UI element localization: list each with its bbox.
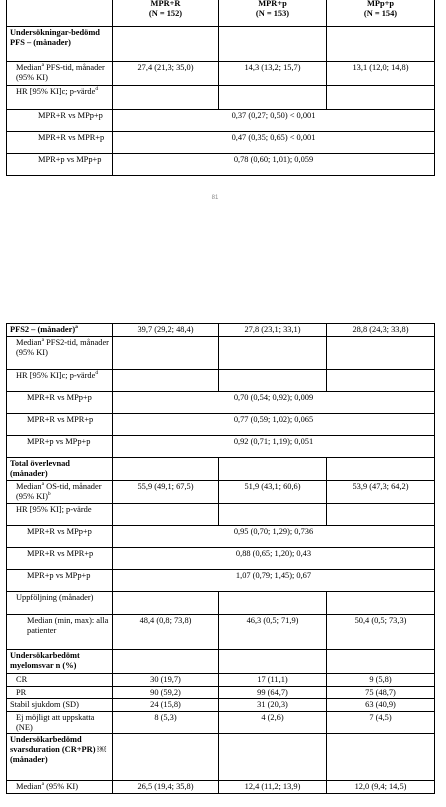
pfs-hr-label: HR [95% KI]c; p-värde$^d$ bbox=[7, 86, 113, 110]
response-mpp-p: 7 (4,5) bbox=[327, 711, 435, 733]
os-median-label: Median$^a$ OS-tid, månader (95% KI)$^b$ bbox=[7, 481, 113, 504]
table-row bbox=[7, 436, 435, 458]
os-mpr-r: 55,9 (49,1; 67,5) bbox=[113, 481, 219, 504]
table-row bbox=[7, 414, 435, 436]
comparison-value: 0,92 (0,71; 1,19); 0,051 bbox=[113, 436, 435, 458]
os-mpp-p: 53,9 (47,3; 64,2) bbox=[327, 481, 435, 504]
table-row bbox=[7, 481, 435, 504]
table-row bbox=[7, 650, 435, 674]
response-mpr-p: 17 (11,1) bbox=[219, 674, 327, 687]
response-mpr-r: 90 (59,2) bbox=[113, 686, 219, 699]
table-row bbox=[7, 392, 435, 414]
duration-mpr-r: 26,5 (19,4; 35,8) bbox=[113, 781, 219, 794]
page-number: 81 bbox=[211, 195, 219, 201]
outcomes-table bbox=[6, 323, 435, 794]
table-row bbox=[7, 27, 435, 62]
pfs2-mpr-r: 39,7 (29,2; 48,4) bbox=[113, 324, 219, 337]
response-mpr-p: 31 (20,3) bbox=[219, 699, 327, 712]
table-row bbox=[7, 526, 435, 548]
pfs2-mpp-p: 28,8 (24,3; 33,8) bbox=[327, 324, 435, 337]
pfs2-hr-label: HR [95% KI]c; p-värde$^d$ bbox=[7, 370, 113, 392]
comparison-value: 0,77 (0,59; 1,02); 0,065 bbox=[113, 414, 435, 436]
os-mpr-p: 51,9 (43,1; 60,6) bbox=[219, 481, 327, 504]
table-header-row bbox=[7, 0, 435, 27]
pfs-median-label: Median$^a$ PFS-tid, månader (95% KI) bbox=[7, 62, 113, 86]
comparison-value: 0,88 (0,65; 1,20); 0,43 bbox=[113, 548, 435, 570]
table-row bbox=[7, 370, 435, 392]
comparison-value: 0,70 (0,54; 0,92); 0,009 bbox=[113, 392, 435, 414]
table-row bbox=[7, 674, 435, 687]
response-label: PR bbox=[7, 686, 113, 699]
table-row bbox=[7, 615, 435, 650]
table-row bbox=[7, 592, 435, 615]
pfs2-median-label: Median$^a$ PFS2-tid, månader (95% KI) bbox=[7, 337, 113, 370]
comparison-value: 0,78 (0,60; 1,01); 0,059 bbox=[113, 154, 435, 176]
table-row bbox=[7, 324, 435, 337]
response-label: Stabil sjukdom (SD) bbox=[7, 699, 113, 712]
pfs-table bbox=[6, 0, 435, 176]
pfs-median-mpr-r: 27,4 (21,3; 35,0) bbox=[113, 62, 219, 86]
os-heading: Total överlevnad (månader) bbox=[7, 458, 113, 481]
comparison-label: MPR+p vs MPp+p bbox=[7, 154, 113, 176]
header-mpr-p: MPR+p (N = 153) bbox=[219, 0, 327, 27]
comparison-label: MPR+R vs MPR+p bbox=[7, 548, 113, 570]
pfs-median-mpp-p: 13,1 (12,0; 14,8) bbox=[327, 62, 435, 86]
table-row bbox=[7, 504, 435, 526]
comparison-label: MPR+R vs MPp+p bbox=[7, 392, 113, 414]
table-row bbox=[7, 699, 435, 712]
duration-heading: Undersökarbedömd svarsduration (CR+PR) ￼ (månader) bbox=[7, 734, 113, 781]
duration-median-label: Median$^a$ (95% KI) bbox=[7, 781, 113, 794]
followup-mpp-p: 50,4 (0,5; 73,3) bbox=[327, 615, 435, 650]
response-mpp-p: 9 (5,8) bbox=[327, 674, 435, 687]
followup-median-label: Median (min, max): alla patienter bbox=[7, 615, 113, 650]
comparison-label: MPR+R vs MPp+p bbox=[7, 526, 113, 548]
comparison-label: MPR+R vs MPR+p bbox=[7, 132, 113, 154]
pfs-heading: Undersökningar-bedömd PFS – (månader) bbox=[7, 27, 113, 62]
table-row bbox=[7, 781, 435, 794]
pfs-median-mpr-p: 14,3 (13,2; 15,7) bbox=[219, 62, 327, 86]
table-row bbox=[7, 734, 435, 781]
table-row bbox=[7, 62, 435, 86]
pfs2-label: PFS2 – (månader)$^a$ bbox=[7, 324, 113, 337]
table-row bbox=[7, 110, 435, 132]
response-heading: Undersökarbedömt myelomsvar n (%) bbox=[7, 650, 113, 674]
header-mpp-p: MPp+p (N = 154) bbox=[327, 0, 435, 27]
response-mpr-r: 24 (15,8) bbox=[113, 699, 219, 712]
table-row bbox=[7, 570, 435, 592]
followup-mpr-r: 48,4 (0,8; 73,8) bbox=[113, 615, 219, 650]
comparison-value: 0,37 (0,27; 0,50) < 0,001 bbox=[113, 110, 435, 132]
table-row bbox=[7, 86, 435, 110]
table-row bbox=[7, 132, 435, 154]
duration-mpr-p: 12,4 (11,2; 13,9) bbox=[219, 781, 327, 794]
table-row bbox=[7, 458, 435, 481]
comparison-label: MPR+R vs MPp+p bbox=[7, 110, 113, 132]
comparison-label: MPR+R vs MPR+p bbox=[7, 414, 113, 436]
response-mpr-r: 30 (19,7) bbox=[113, 674, 219, 687]
response-label: Ej möjligt att uppskatta (NE) bbox=[7, 711, 113, 733]
comparison-value: 0,95 (0,70; 1,29); 0,736 bbox=[113, 526, 435, 548]
response-mpr-p: 4 (2,6) bbox=[219, 711, 327, 733]
comparison-value: 0,47 (0,35; 0,65) < 0,001 bbox=[113, 132, 435, 154]
response-mpp-p: 63 (40,9) bbox=[327, 699, 435, 712]
response-mpr-r: 8 (5,3) bbox=[113, 711, 219, 733]
followup-label: Uppföljning (månader) bbox=[7, 592, 113, 615]
table-row bbox=[7, 337, 435, 370]
table-row bbox=[7, 154, 435, 176]
response-label: CR bbox=[7, 674, 113, 687]
duration-mpp-p: 12,0 (9,4; 14,5) bbox=[327, 781, 435, 794]
comparison-label: MPR+p vs MPp+p bbox=[7, 570, 113, 592]
comparison-value: 1,07 (0,79; 1,45); 0,67 bbox=[113, 570, 435, 592]
comparison-label: MPR+p vs MPp+p bbox=[7, 436, 113, 458]
response-mpr-p: 99 (64,7) bbox=[219, 686, 327, 699]
table-row bbox=[7, 686, 435, 699]
table-row bbox=[7, 548, 435, 570]
os-hr-label: HR [95% KI]; p-värde bbox=[7, 504, 113, 526]
table-row bbox=[7, 711, 435, 733]
header-mpr-r: MPR+R (N = 152) bbox=[113, 0, 219, 27]
followup-mpr-p: 46,3 (0,5; 71,9) bbox=[219, 615, 327, 650]
pfs2-mpr-p: 27,8 (23,1; 33,1) bbox=[219, 324, 327, 337]
response-mpp-p: 75 (48,7) bbox=[327, 686, 435, 699]
header-empty-cell bbox=[7, 0, 113, 27]
